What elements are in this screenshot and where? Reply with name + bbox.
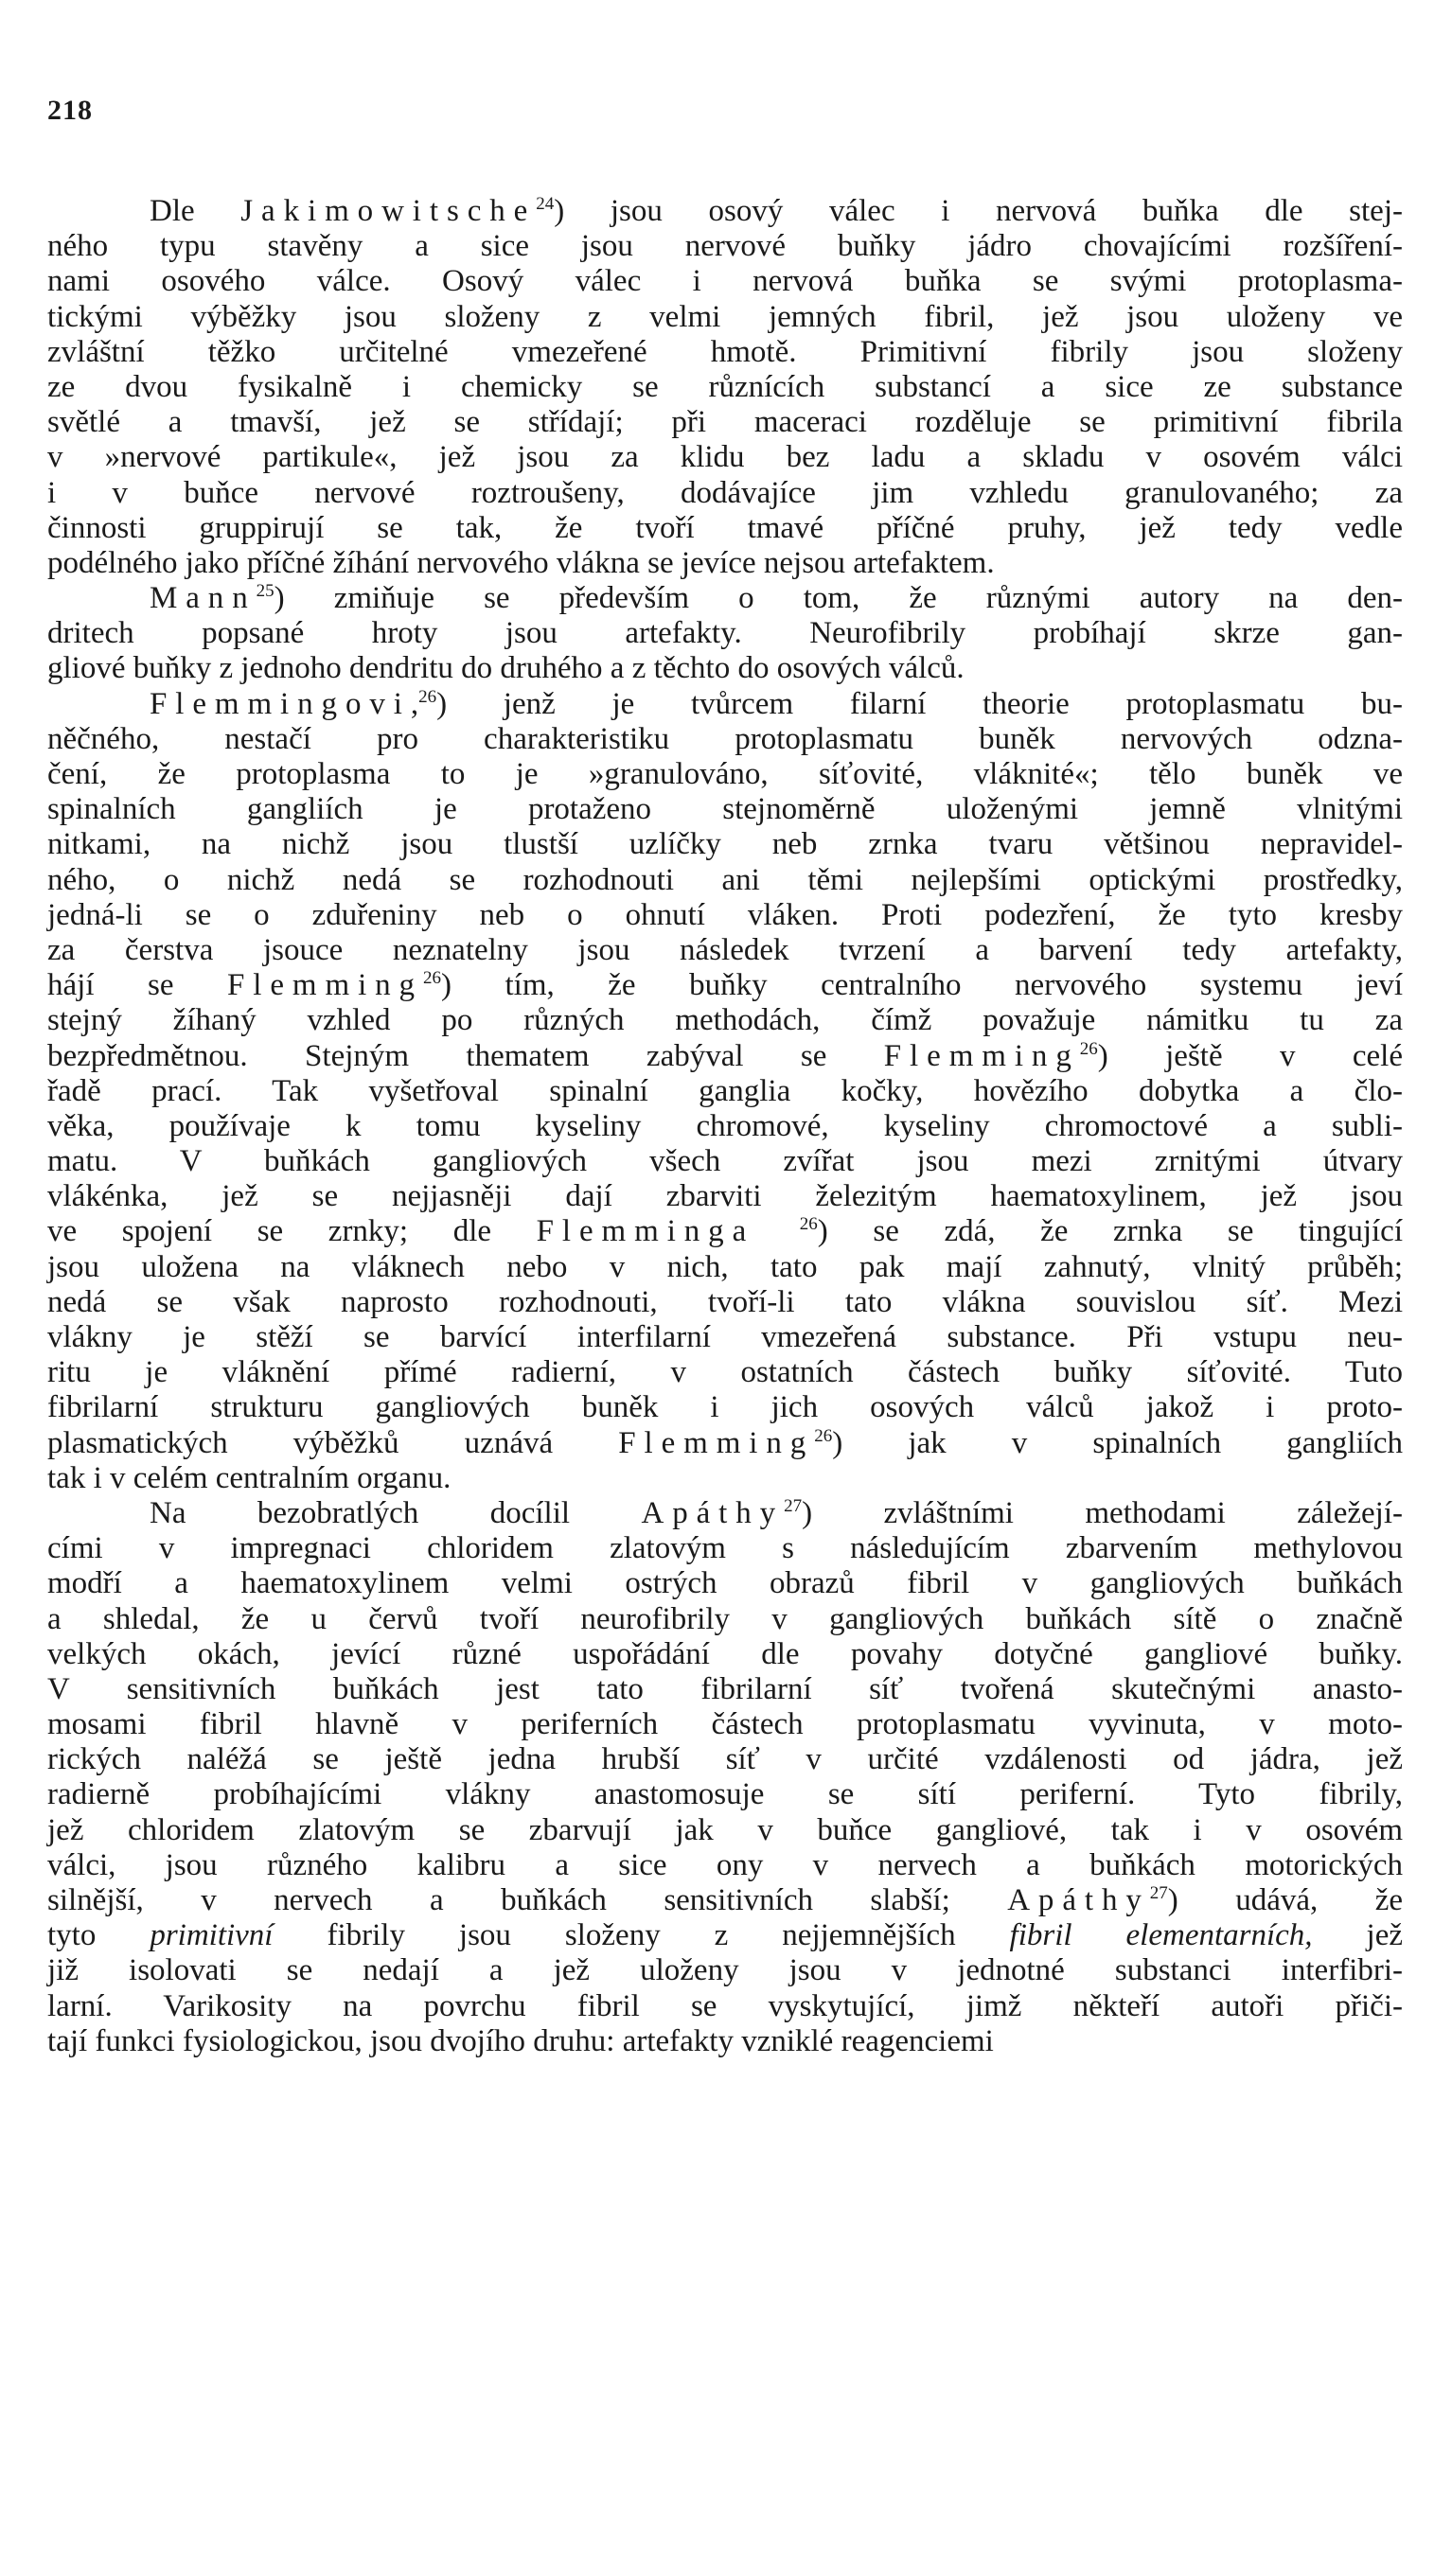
text-line xyxy=(47,2024,1403,2059)
author-name: Jakimowitsche xyxy=(240,194,537,228)
text-run: světlé a tmavší, jež se střídají; při maceraci rozděluje se primitivní fibrila xyxy=(47,405,1403,440)
text-run: tickými výběžky jsou složeny z velmi jemných fibril, jež jsou uloženy ve xyxy=(47,299,1403,334)
text-run: spinalních gangliích je protaženo stejnoměrně uloženými jemně vlnitými xyxy=(47,792,1403,827)
reference-number: 26 xyxy=(422,968,441,989)
text-line xyxy=(47,1813,1403,1848)
text-run: i v buňce nervové roztroušeny, dodávajíce jim vzhledu granulovaného; za xyxy=(47,475,1403,510)
author-name: Flemming xyxy=(618,1425,815,1460)
text-line xyxy=(47,581,1403,616)
text-line xyxy=(47,440,1403,475)
text-line xyxy=(47,335,1403,370)
text-run: a shledal, že u červů tvoří neurofibrily v gangliových buňkách sítě o značně xyxy=(47,1601,1403,1636)
text-run: , xyxy=(410,686,419,721)
author-name: Apáthy xyxy=(1007,1883,1150,1917)
text-run: larní. Varikosity na povrchu fibril se vyskytující, jimž někteří autoři přiči- xyxy=(47,1988,1403,2023)
text-line xyxy=(47,1672,1403,1707)
text-line xyxy=(47,1074,1403,1109)
text-line xyxy=(47,1566,1403,1601)
text-line xyxy=(47,1461,1403,1496)
text-run: fibrilarní strukturu gangliových buněk i jich osových válců jakož i proto- xyxy=(47,1390,1403,1425)
text-run: ritu je vláknění přímé radierní, v ostatních částech buňky síťovité. Tuto xyxy=(47,1355,1403,1390)
text-line xyxy=(47,1918,1403,1953)
text-run: ) jsou osový válec i nervová buňka dle stej- xyxy=(554,194,1403,228)
text-run: ) jak v spinalních gangliích xyxy=(832,1425,1404,1460)
text-run: Dle xyxy=(150,194,241,228)
author-name: Mann xyxy=(150,581,257,616)
text-line xyxy=(47,1250,1403,1285)
text-line xyxy=(47,1003,1403,1038)
text-line xyxy=(47,1883,1403,1918)
text-run: dritech popsané hroty jsou artefakty. Neurofibrily probíhají skrze gan- xyxy=(47,616,1403,651)
text-run: nami osového válce. Osový válec i nervová buňka se svými protoplasma- xyxy=(47,264,1403,299)
text-run: tak i v celém centralním organu. xyxy=(47,1460,452,1495)
text-line xyxy=(47,863,1403,898)
text-run: ) zvláštními methodami záležejí- xyxy=(802,1495,1403,1530)
text-line xyxy=(47,1953,1403,1988)
text-run: nitkami, na nichž jsou tlustší uzlíčky neb zrnka tvaru většinou nepravidel- xyxy=(47,827,1403,862)
text-line xyxy=(47,722,1403,757)
text-run: plasmatických výběžků uznává xyxy=(47,1425,619,1460)
text-run: velkých okách, jevící různé uspořádání dle povahy dotyčné gangliové buňky. xyxy=(47,1636,1403,1671)
author-name: Apáthy xyxy=(641,1495,785,1530)
text-line xyxy=(47,546,1403,581)
text-run: ného, o nichž nedá se rozhodnouti ani těmi nejlepšími optickými prostředky, xyxy=(47,862,1403,897)
text-line xyxy=(47,757,1403,792)
text-run: ) jenž je tvůrcem filarní theorie protoplasmatu bu- xyxy=(436,686,1403,721)
text-line xyxy=(47,511,1403,546)
text-run: matu. V buňkách gangliových všech zvířat jsou mezi zrnitými útvary xyxy=(47,1144,1403,1179)
text-run: bezpředmětnou. Stejným thematem zabýval se xyxy=(47,1038,884,1073)
text-run: stejný žíhaný vzhled po různých methodách, čímž považuje námitku tu za xyxy=(47,1003,1403,1038)
text-line xyxy=(47,1742,1403,1777)
text-run: mosami fibril hlavně v periferních částech protoplasmatu vyvinuta, v moto- xyxy=(47,1707,1403,1742)
reference-number: 26 xyxy=(418,686,437,707)
text-run: ) ještě v celé xyxy=(1097,1038,1403,1073)
text-line xyxy=(47,968,1403,1003)
text-line xyxy=(47,1179,1403,1214)
text-line xyxy=(47,1214,1403,1249)
text-line xyxy=(47,898,1403,933)
author-name: Flemmingovi xyxy=(150,686,411,721)
text-line xyxy=(47,651,1403,686)
body-text xyxy=(47,194,1403,2059)
text-run: tyto xyxy=(47,1918,151,1953)
text-run: za čerstva jsouce neznatelny jsou následek tvrzení a barvení tedy artefakty, xyxy=(47,932,1403,967)
text-run: řadě prací. Tak vyšetřoval spinalní ganglia kočky, hovězího dobytka a člo- xyxy=(47,1073,1403,1108)
reference-number: 27 xyxy=(784,1495,803,1516)
text-line xyxy=(47,687,1403,722)
text-line xyxy=(47,476,1403,511)
text-run: jež chloridem zlatovým se zbarvují jak v buňce gangliové, tak i v osovém xyxy=(47,1812,1403,1847)
reference-number: 26 xyxy=(799,1214,818,1235)
text-line xyxy=(47,229,1403,264)
text-run: V sensitivních buňkách jest tato fibrilarní síť tvořená skutečnými anasto- xyxy=(47,1671,1403,1706)
text-line xyxy=(47,1602,1403,1637)
text-line xyxy=(47,827,1403,862)
reference-number: 26 xyxy=(1079,1038,1098,1059)
text-run: rických naléžá se ještě jedna hrubší síť v určité vzdálenosti od jádra, jež xyxy=(47,1742,1403,1777)
text-line xyxy=(47,1496,1403,1531)
text-line xyxy=(47,264,1403,299)
text-line xyxy=(47,194,1403,229)
text-line xyxy=(47,792,1403,827)
text-run xyxy=(754,1214,800,1248)
text-run: čení, že protoplasma to je »granulováno, síťovité, vláknité«; tělo buněk ve xyxy=(47,757,1403,791)
text-run: zvláštní těžko určitelné vmezeřené hmotě. Primitivní fibrily jsou složeny xyxy=(47,334,1403,369)
text-line xyxy=(47,1426,1403,1461)
text-run: gliové buňky z jednoho dendritu do druhého a z těchto do osových válců. xyxy=(47,651,965,686)
text-line xyxy=(47,1390,1403,1425)
text-run: něčného, nestačí pro charakteristiku protoplasmatu buněk nervových odzna- xyxy=(47,721,1403,756)
text-run: radierně probíhajícími vlákny anastomosuje se sítí periferní. Tyto fibrily, xyxy=(47,1777,1403,1812)
author-name: Flemminga xyxy=(536,1214,755,1249)
text-line xyxy=(47,1320,1403,1355)
text-run: tají funkci fysiologickou, jsou dvojího druhu: artefakty vzniklé reagenciemi xyxy=(47,2023,994,2058)
text-line xyxy=(47,933,1403,968)
text-run: vlákny je stěží se barvící interfilarní vmezeřená substance. Při vstupu neu- xyxy=(47,1320,1403,1354)
reference-number: 25 xyxy=(256,581,274,602)
text-run: již isolovati se nedají a jež uloženy jsou v jednotné substanci interfibri- xyxy=(47,1953,1403,1988)
text-line xyxy=(47,1285,1403,1320)
text-run: fibrily jsou složeny z nejjemnějších xyxy=(273,1918,1010,1953)
text-run: silnější, v nervech a buňkách sensitivních slabší; xyxy=(47,1883,1008,1917)
page-number: 218 xyxy=(47,95,93,126)
text-run: vlákénka, jež se nejjasněji dají zbarviti železitým haematoxylinem, jež jsou xyxy=(47,1179,1403,1214)
text-line xyxy=(47,1637,1403,1672)
text-run: válci, jsou různého kalibru a sice ony v nervech a buňkách motorických xyxy=(47,1847,1403,1882)
emphasis: primitivní xyxy=(150,1918,274,1953)
text-run: nedá se však naprosto rozhodnouti, tvoří-li tato vlákna souvislou síť. Mezi xyxy=(47,1284,1403,1319)
text-line xyxy=(47,1989,1403,2024)
text-line xyxy=(47,300,1403,335)
author-name: Flemming xyxy=(227,968,423,1003)
text-run: ) udává, že xyxy=(1167,1883,1403,1917)
text-line xyxy=(47,1355,1403,1390)
text-line xyxy=(47,1848,1403,1883)
text-line xyxy=(47,1777,1403,1812)
text-line xyxy=(47,1707,1403,1742)
text-run: ve spojení se zrnky; dle xyxy=(47,1214,537,1249)
text-run: v »nervové partikule«, jež jsou za klidu bez ladu a skladu v osovém válci xyxy=(47,440,1403,475)
reference-number: 24 xyxy=(536,194,555,214)
text-run: jsou uložena na vláknech nebo v nich, tato pak mají zahnutý, vlnitý průběh; xyxy=(47,1249,1403,1284)
text-line xyxy=(47,1039,1403,1074)
text-line xyxy=(47,405,1403,440)
text-run: jedná-li se o zduřeniny neb o ohnutí vláken. Proti podezření, že tyto kresby xyxy=(47,897,1403,932)
text-run: podélného jako příčné žíhání nervového vlákna se jevíce nejsou artefaktem. xyxy=(47,545,995,580)
text-run: ) zmiňuje se především o tom, že různými autory na den- xyxy=(274,581,1403,616)
text-line xyxy=(47,1531,1403,1566)
text-line xyxy=(47,1109,1403,1144)
emphasis: fibril elementarních, xyxy=(1009,1918,1313,1953)
reference-number: 26 xyxy=(814,1425,833,1446)
text-run: Na bezobratlých docílil xyxy=(150,1495,642,1530)
text-run: činnosti gruppirují se tak, že tvoří tmavé příčné pruhy, jež tedy vedle xyxy=(47,510,1403,545)
text-run: věka, používaje k tomu kyseliny chromové, kyseliny chromoctové a subli- xyxy=(47,1108,1403,1143)
text-line xyxy=(47,1144,1403,1179)
text-run: ného typu stavěny a sice jsou nervové buňky jádro chovajícími rozšíření- xyxy=(47,229,1403,264)
text-run: cími v impregnaci chloridem zlatovým s následujícím zbarvením methylovou xyxy=(47,1531,1403,1566)
text-run: ze dvou fysikalně i chemicky se různících substancí a sice ze substance xyxy=(47,369,1403,404)
reference-number: 27 xyxy=(1149,1883,1168,1903)
text-run: ) tím, že buňky centralního nervového systemu jeví xyxy=(440,968,1403,1003)
text-line xyxy=(47,370,1403,405)
text-run: modří a haematoxylinem velmi ostrých obrazů fibril v gangliových buňkách xyxy=(47,1566,1403,1601)
text-line xyxy=(47,616,1403,651)
text-run: ) se zdá, že zrnka se tingující xyxy=(817,1214,1403,1249)
text-run: hájí se xyxy=(47,968,228,1003)
author-name: Flemming xyxy=(883,1038,1080,1073)
text-run: jež xyxy=(1312,1918,1403,1953)
